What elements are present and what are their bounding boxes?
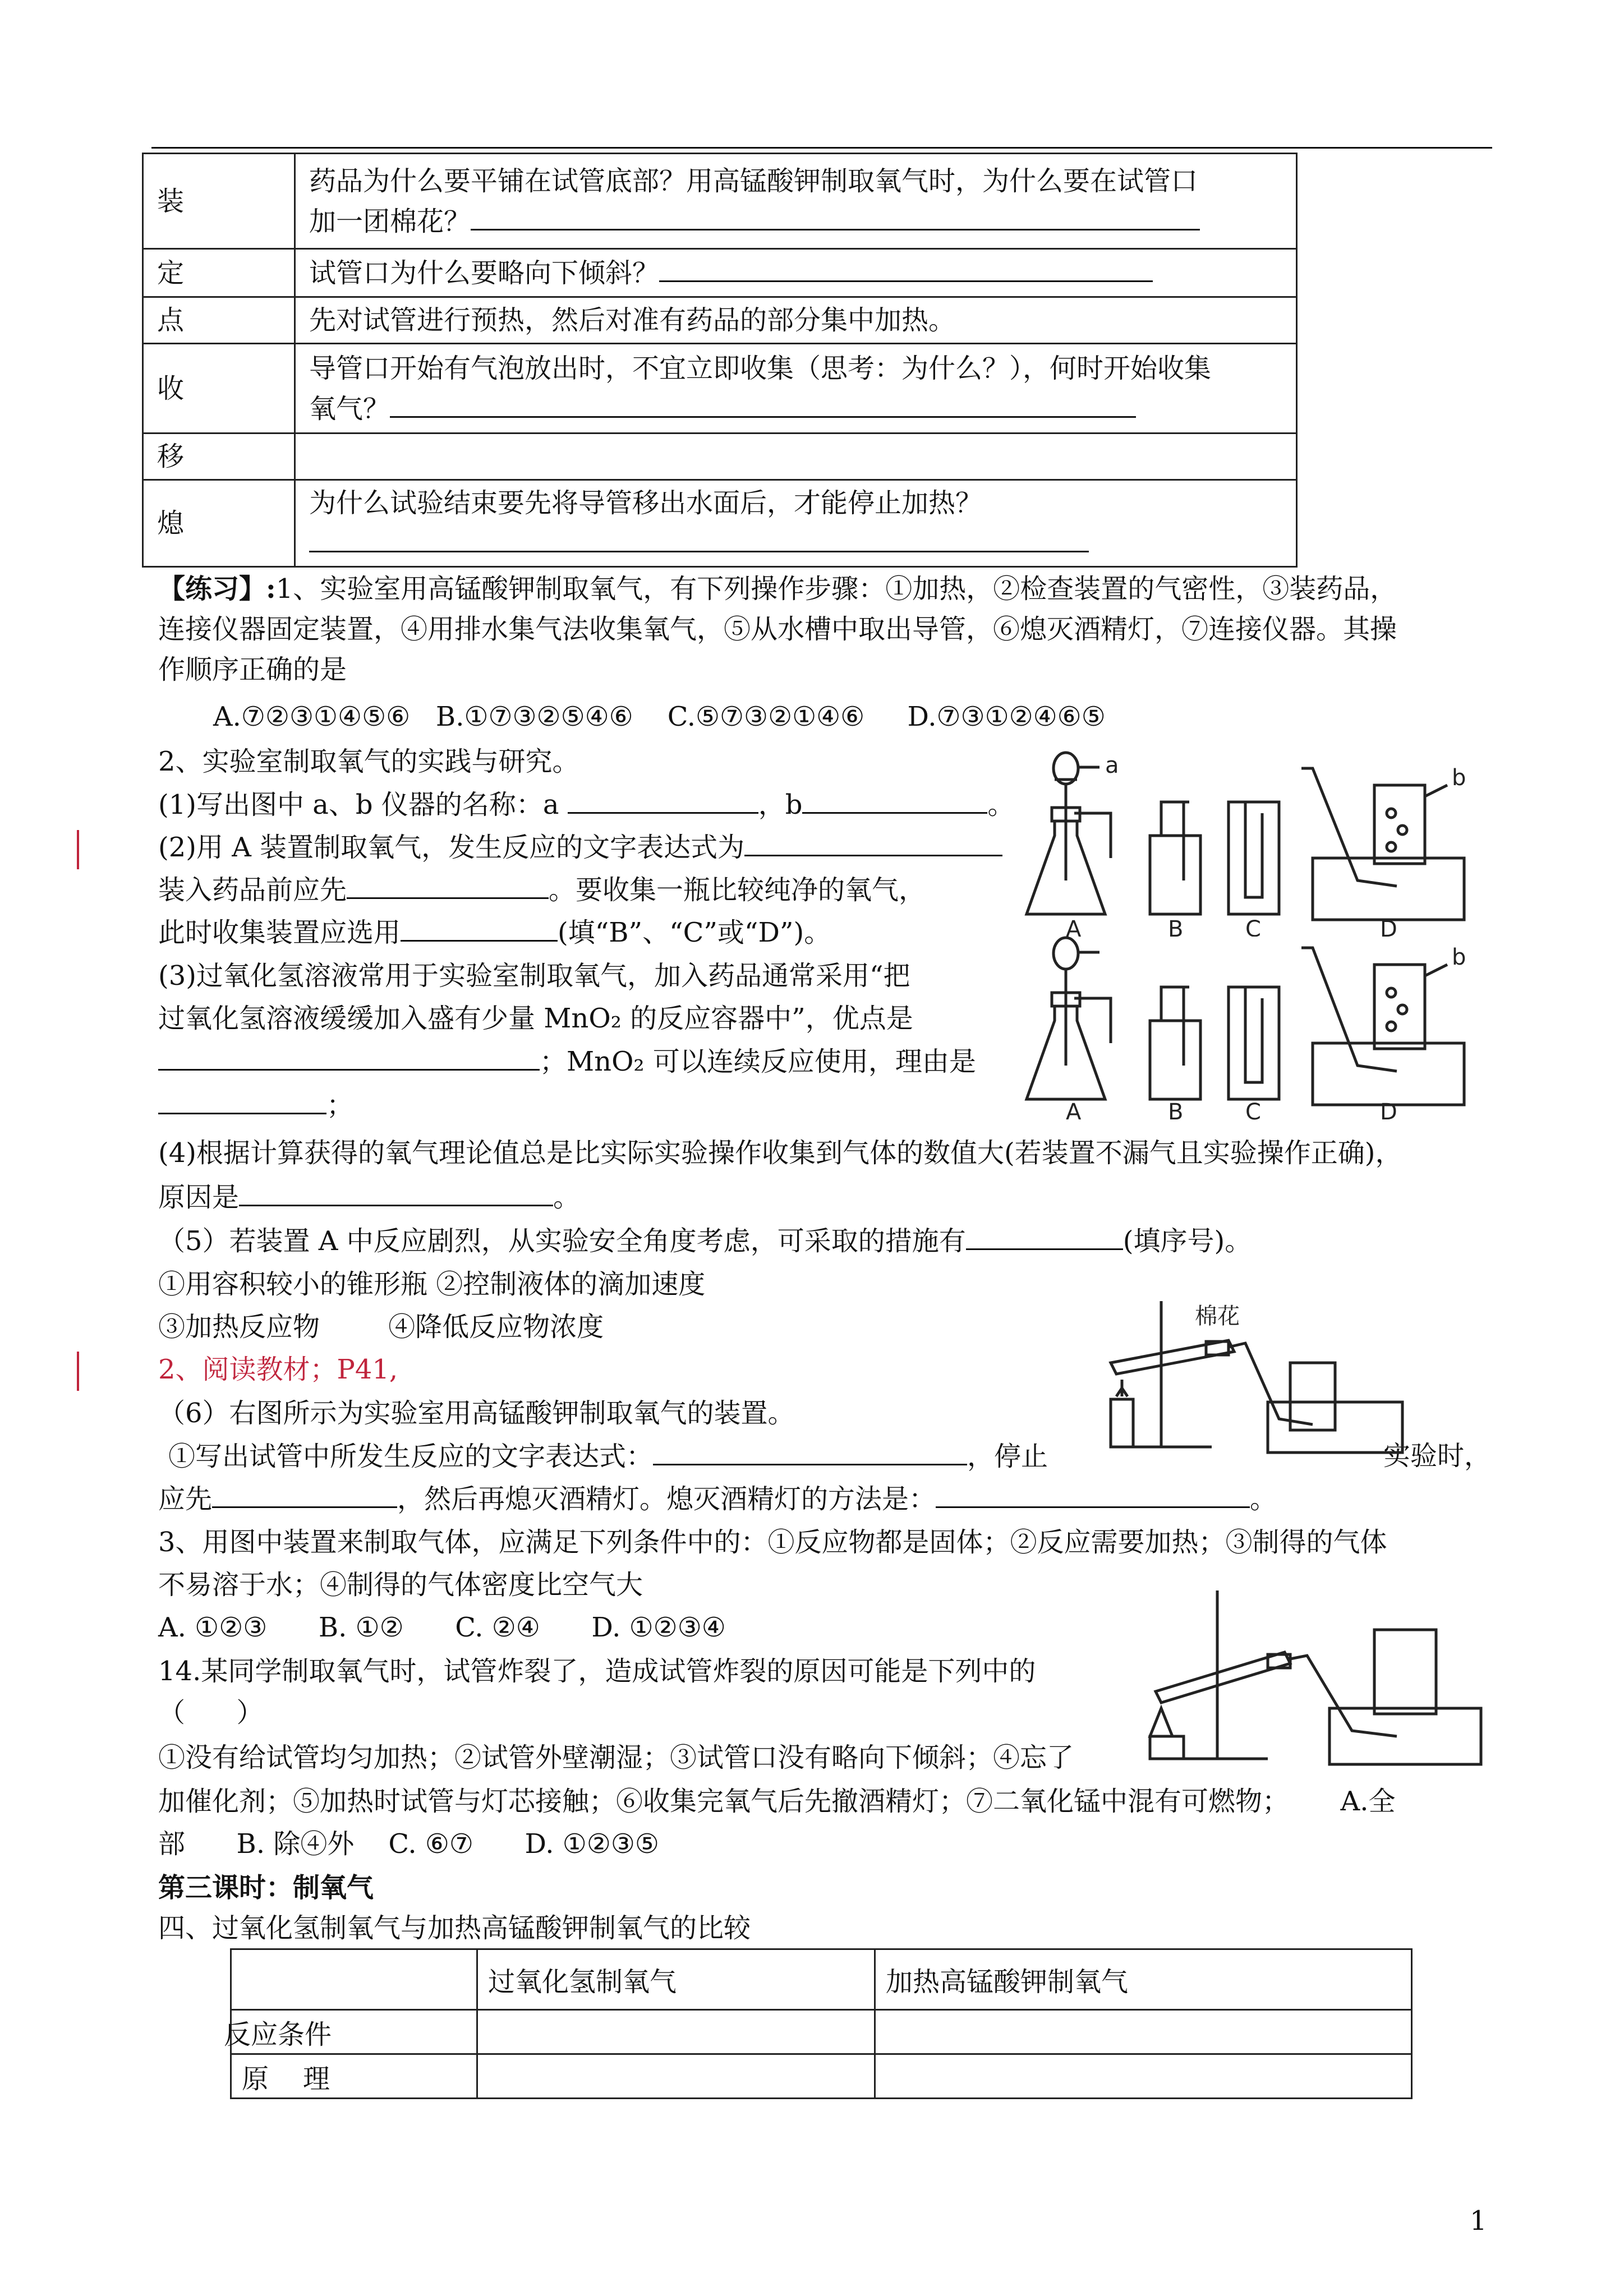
row-content: 导管口开始有气泡放出时，不宜立即收集（思考：为什么？），何时开始收集 氧气？ xyxy=(295,344,1297,434)
label-C: C xyxy=(1245,916,1261,937)
revision-marker xyxy=(77,830,79,869)
row-content: 药品为什么要平铺在试管底部？用高锰酸钾制取氧气时，为什么要在试管口 加一团棉花？ xyxy=(295,154,1297,249)
label-b: b xyxy=(1452,765,1466,791)
q14-line1: 14.某同学制取氧气时，试管炸裂了，造成试管炸裂的原因可能是下列中的 xyxy=(158,1656,1036,1687)
row-label-principle: 原 理 xyxy=(231,2054,477,2099)
row-key: 定 xyxy=(143,249,295,297)
q2-4: (4)根据计算获得的氧气理论值总是比实际实验操作收集到气体的数值大(若装置不漏气且实验操作正确)， xyxy=(158,1137,1402,1169)
header-kmno4: 加热高锰酸钾制氧气 xyxy=(875,1949,1412,2010)
label-A: A xyxy=(1066,1099,1082,1122)
q2-3: (3)过氧化氢溶液常用于实验室制取氧气，加入药品通常采用“把 xyxy=(158,960,910,992)
table-cell xyxy=(477,2010,875,2054)
trough-D xyxy=(1301,768,1464,920)
lesson3-title: 第三课时：制氧气 xyxy=(158,1872,374,1903)
label-D: D xyxy=(1380,1099,1397,1122)
table-row xyxy=(143,297,1297,344)
apparatus-figure-2 xyxy=(1021,931,1470,1122)
q2-5: （5）若装置 A 中反应剧烈，从实验安全角度考虑，可采取的措施有 (填序号)。 xyxy=(158,1224,1252,1258)
q14-line2: （ ） xyxy=(158,1697,264,1728)
label-a: a xyxy=(1105,753,1119,778)
bottle-C xyxy=(1229,987,1279,1099)
q2-6-line2: ①写出试管中所发生反应的文字表达式： ，停止 xyxy=(168,1439,1048,1473)
bottle-B xyxy=(1150,802,1200,914)
kmno4-apparatus-figure xyxy=(1099,1279,1414,1458)
q14-line3: ①没有给试管均匀加热；②试管外壁潮湿；③试管口没有略向下倾斜；④忘了 xyxy=(158,1742,1074,1773)
row-key: 收 xyxy=(143,344,295,434)
table-row xyxy=(143,154,1297,249)
row-content xyxy=(295,434,1297,480)
table-cell xyxy=(875,2010,1412,2054)
label-B: B xyxy=(1168,916,1184,937)
row-label-conditions: 反应条件 xyxy=(231,2010,477,2054)
row-content: 试管口为什么要略向下倾斜？ xyxy=(295,249,1297,297)
label-C: C xyxy=(1245,1099,1261,1122)
q2-2-line3: 此时收集装置应选用 (填“B”、“C”或“D”)。 xyxy=(158,915,831,949)
comparison-table xyxy=(224,1948,1413,2099)
q2-6: （6）右图所示为实验室用高锰酸钾制取氧气的装置。 xyxy=(158,1398,795,1429)
q2-3-line2: 过氧化氢溶液缓缓加入盛有少量 MnO₂ 的反应容器中”，优点是 xyxy=(158,1003,913,1034)
q14-line4: 加催化剂；⑤加热时试管与灯芯接触；⑥收集完氧气后先撤酒精灯；⑦二氧化锰中混有可燃物； A.全 xyxy=(158,1786,1396,1817)
q2-5-option1: ①用容积较小的锥形瓶 ②控制液体的滴加速度 xyxy=(158,1269,706,1300)
q14-line5: 部 B. 除④外 C. ⑥⑦ D. ①②③⑤ xyxy=(158,1828,659,1860)
apparatus-figure-1 xyxy=(1021,746,1470,937)
table-row xyxy=(143,480,1297,567)
q2-3-line4: ； xyxy=(158,1088,353,1122)
flask-A xyxy=(1027,753,1111,914)
q3-options: A. ①②③ B. ①② C. ②④ D. ①②③④ xyxy=(158,1612,726,1643)
trough-D xyxy=(1301,948,1464,1105)
label-b: b xyxy=(1452,944,1466,970)
table-row xyxy=(231,2054,1412,2099)
page-number: 1 xyxy=(1470,2205,1487,2237)
heating-apparatus-figure xyxy=(1139,1579,1487,1770)
row-key: 装 xyxy=(143,154,295,249)
q2-2-line2: 装入药品前应先 。要收集一瓶比较纯净的氧气， xyxy=(158,873,926,907)
q1-line1: 【练习】:1、实验室用高锰酸钾制取氧气，有下列操作步骤：①加热，②检查装置的气密性，③装药品， xyxy=(158,573,1397,605)
read-textbook-note: 2、阅读教材；P41, xyxy=(158,1354,398,1385)
q2-title: 2、实验室制取氧气的实践与研究。 xyxy=(158,746,579,777)
q1-options: A.⑦②③①④⑤⑥ B.①⑦③②⑤④⑥ C.⑤⑦③②①④⑥ D.⑦③①②④⑥⑤ xyxy=(213,701,1106,732)
table-row xyxy=(143,344,1297,434)
q2-4-line2: 原因是 。 xyxy=(158,1180,580,1214)
row-content: 先对试管进行预热，然后对准有药品的部分集中加热。 xyxy=(295,297,1297,344)
procedure-table xyxy=(142,153,1298,568)
row-key: 熄 xyxy=(143,480,295,567)
q2-2: (2)用 A 装置制取氧气，发生反应的文字表达式为 xyxy=(158,830,1002,864)
row-key: 移 xyxy=(143,434,295,480)
q2-6-line2-end: 实验时， xyxy=(1383,1440,1492,1472)
q2-3-line3: ；MnO₂ 可以连续反应使用，理由是 xyxy=(158,1044,976,1078)
table-row xyxy=(231,2010,1412,2054)
flask-A xyxy=(1027,938,1111,1099)
label-cotton: 棉花 xyxy=(1195,1303,1240,1329)
q2-5-option2: ③加热反应物 ④降低反应物浓度 xyxy=(158,1311,604,1343)
bottle-C xyxy=(1229,802,1279,914)
table-row xyxy=(143,434,1297,480)
header-h2o2: 过氧化氢制氧气 xyxy=(477,1949,875,2010)
q3-line1: 3、用图中装置来制取气体，应满足下列条件中的：①反应物都是固体；②反应需要加热；③制得的气体 xyxy=(158,1527,1387,1558)
label-B: B xyxy=(1168,1099,1184,1122)
row-key: 点 xyxy=(143,297,295,344)
label-A: A xyxy=(1066,916,1082,937)
row-content: 为什么试验结束要先将导管移出水面后，才能停止加热？ xyxy=(295,480,1297,567)
revision-marker-2 xyxy=(77,1352,79,1391)
table-cell xyxy=(875,2054,1412,2099)
q2-6-line3: 应先 ，然后再熄灭酒精灯。熄灭酒精灯的方法是： 。 xyxy=(158,1482,1277,1516)
bottle-B xyxy=(1150,987,1200,1099)
table-cell xyxy=(477,2054,875,2099)
q2-1: (1)写出图中 a、b 仪器的名称：a ，b 。 xyxy=(158,787,1015,822)
table-row xyxy=(143,249,1297,297)
q1-line2: 连接仪器固定装置，④用排水集气法收集氧气，⑤从水槽中取出导管，⑥熄灭酒精灯，⑦连接仪器。其操 xyxy=(158,614,1397,645)
corner-cell xyxy=(231,1949,477,2010)
lesson3-subtitle: 四、过氧化氢制氧气与加热高锰酸钾制氧气的比较 xyxy=(158,1912,751,1944)
header-rule xyxy=(151,147,1492,149)
q1-line3: 作顺序正确的是 xyxy=(158,654,347,685)
label-D: D xyxy=(1380,916,1397,937)
table-row xyxy=(231,1949,1412,2010)
q3-line2: 不易溶于水；④制得的气体密度比空气大 xyxy=(158,1569,643,1601)
